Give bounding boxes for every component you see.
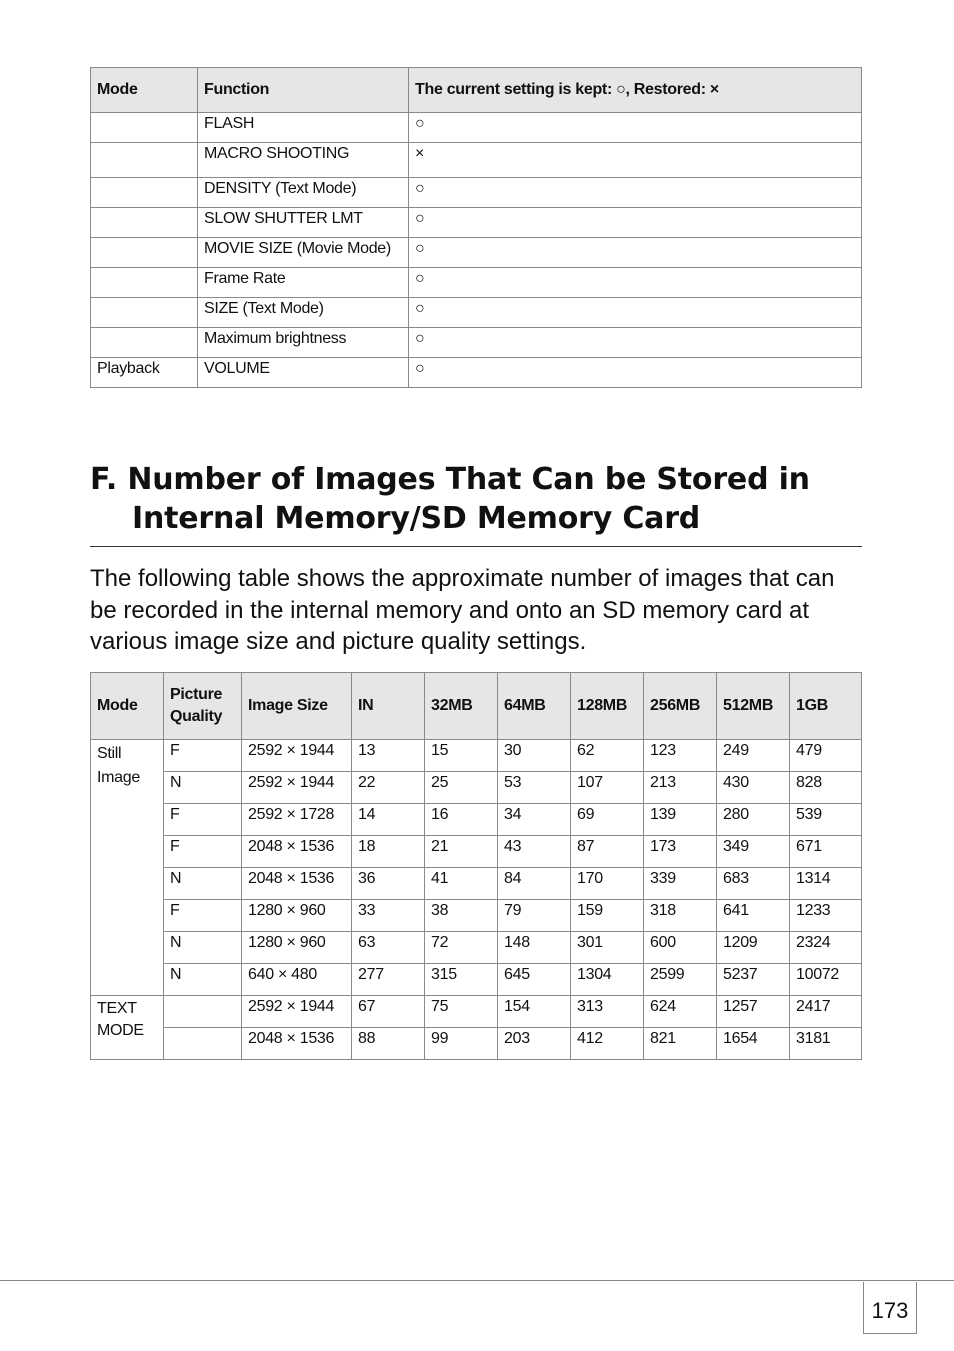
capacity-cell: 2324 [790,932,862,964]
capacity-cell: 683 [717,868,790,900]
capacity-cell: 75 [425,996,498,1028]
capacity-header-cell: Image Size [242,673,352,740]
capacity-cell: F [164,836,242,868]
capacity-cell: N [164,964,242,996]
settings-mode-cell [91,238,198,268]
capacity-cell: 1233 [790,900,862,932]
capacity-cell: 641 [717,900,790,932]
settings-row [91,178,862,208]
capacity-row [91,964,862,996]
capacity-row [91,932,862,964]
capacity-header-cell: IN [352,673,425,740]
capacity-cell: F [164,740,242,772]
capacity-cell: 18 [352,836,425,868]
capacity-cell: 3181 [790,1028,862,1060]
settings-row [91,268,862,298]
settings-function-cell: MACRO SHOOTING [198,143,409,178]
capacity-cell [164,996,242,1028]
capacity-cell: 15 [425,740,498,772]
settings-function-cell: VOLUME [198,358,409,388]
capacity-row [91,1028,862,1060]
capacity-cell: 2592 × 1944 [242,740,352,772]
settings-mode-cell: Playback [91,358,198,388]
capacity-cell: 123 [644,740,717,772]
capacity-cell: 249 [717,740,790,772]
capacity-header-cell: 1GB [790,673,862,740]
capacity-row [91,996,862,1028]
capacity-cell: 16 [425,804,498,836]
capacity-header-cell: Mode [91,673,164,740]
capacity-cell: 828 [790,772,862,804]
capacity-cell: 1280 × 960 [242,932,352,964]
settings-mode-cell [91,178,198,208]
capacity-cell: 280 [717,804,790,836]
footer-rule [0,1280,954,1281]
settings-function-cell: FLASH [198,113,409,143]
capacity-cell: 2048 × 1536 [242,868,352,900]
capacity-cell: 2048 × 1536 [242,1028,352,1060]
capacity-cell: 67 [352,996,425,1028]
settings-mode-cell [91,328,198,358]
settings-function-cell: Frame Rate [198,268,409,298]
section-heading [90,460,862,547]
capacity-cell: 1257 [717,996,790,1028]
capacity-cell: 79 [498,900,571,932]
capacity-cell: 154 [498,996,571,1028]
capacity-cell: 25 [425,772,498,804]
page-number: 173 [863,1282,917,1334]
section-heading-line1: F. Number of Images That Can be Stored in [90,462,810,497]
capacity-cell: 34 [498,804,571,836]
capacity-cell: 412 [571,1028,644,1060]
capacity-cell: 170 [571,868,644,900]
capacity-cell: 339 [644,868,717,900]
capacity-cell: 5237 [717,964,790,996]
capacity-cell: 1314 [790,868,862,900]
capacity-cell: 821 [644,1028,717,1060]
capacity-cell: 1654 [717,1028,790,1060]
capacity-cell: 1209 [717,932,790,964]
capacity-header-cell: 128MB [571,673,644,740]
capacity-cell: 159 [571,900,644,932]
capacity-cell: 107 [571,772,644,804]
capacity-row [91,804,862,836]
capacity-cell: 62 [571,740,644,772]
settings-function-cell: DENSITY (Text Mode) [198,178,409,208]
header-mode: Mode [91,68,198,113]
capacity-cell: 313 [571,996,644,1028]
capacity-cell: N [164,868,242,900]
capacity-cell: 21 [425,836,498,868]
capacity-cell: N [164,772,242,804]
capacity-row [91,772,862,804]
capacity-cell: 22 [352,772,425,804]
capacity-cell [164,1028,242,1060]
restored-mark: × [409,143,862,178]
capacity-header-row [91,673,862,740]
capacity-cell: 1304 [571,964,644,996]
capacity-cell: 148 [498,932,571,964]
settings-function-cell: MOVIE SIZE (Movie Mode) [198,238,409,268]
capacity-cell: 10072 [790,964,862,996]
settings-function-cell: SIZE (Text Mode) [198,298,409,328]
capacity-cell: 600 [644,932,717,964]
capacity-cell: 38 [425,900,498,932]
capacity-cell: 30 [498,740,571,772]
settings-mode-cell [91,143,198,178]
capacity-cell: 13 [352,740,425,772]
kept-mark: ○ [409,328,862,358]
capacity-cell: 539 [790,804,862,836]
header-kept-restored: The current setting is kept: ○, Restored: × [409,68,862,113]
capacity-cell: 2592 × 1944 [242,996,352,1028]
kept-mark: ○ [409,238,862,268]
kept-mark: ○ [409,178,862,208]
capacity-row [91,900,862,932]
capacity-cell: 301 [571,932,644,964]
settings-table [90,67,862,388]
capacity-cell: 2417 [790,996,862,1028]
settings-row [91,143,862,178]
capacity-cell: 84 [498,868,571,900]
capacity-header-cell: 256MB [644,673,717,740]
capacity-cell: 318 [644,900,717,932]
kept-mark: ○ [409,268,862,298]
settings-header-row [91,68,862,113]
capacity-row [91,836,862,868]
mode-still-image: Still Image [91,740,164,996]
settings-function-cell: SLOW SHUTTER LMT [198,208,409,238]
capacity-cell: 671 [790,836,862,868]
capacity-cell: 53 [498,772,571,804]
capacity-cell: 99 [425,1028,498,1060]
settings-mode-cell [91,268,198,298]
settings-mode-cell [91,298,198,328]
capacity-cell: 2592 × 1944 [242,772,352,804]
capacity-cell: 139 [644,804,717,836]
capacity-cell: 349 [717,836,790,868]
capacity-header-cell: 512MB [717,673,790,740]
capacity-cell: F [164,804,242,836]
capacity-row [91,868,862,900]
capacity-header-cell: Picture Quality [164,673,242,740]
capacity-cell: 624 [644,996,717,1028]
section-heading-line2: Internal Memory/SD Memory Card [132,501,701,536]
settings-row [91,358,862,388]
capacity-cell: 173 [644,836,717,868]
capacity-cell: 69 [571,804,644,836]
capacity-row [91,740,862,772]
header-function: Function [198,68,409,113]
capacity-cell: 430 [717,772,790,804]
capacity-cell: 203 [498,1028,571,1060]
capacity-cell: 87 [571,836,644,868]
capacity-cell: 213 [644,772,717,804]
capacity-cell: 33 [352,900,425,932]
kept-mark: ○ [409,113,862,143]
kept-mark: ○ [409,358,862,388]
capacity-cell: 2599 [644,964,717,996]
capacity-cell: 479 [790,740,862,772]
intro-paragraph: The following table shows the approximate number of images that can be recorded in the internal memory and onto an SD memory card at various image size and picture quality settings. [90,565,835,655]
mode-text: TEXT MODE [91,996,164,1060]
capacity-cell: 640 × 480 [242,964,352,996]
settings-row [91,298,862,328]
capacity-cell: 1280 × 960 [242,900,352,932]
settings-function-cell: Maximum brightness [198,328,409,358]
capacity-header-cell: 64MB [498,673,571,740]
capacity-cell: 645 [498,964,571,996]
capacity-cell: F [164,900,242,932]
settings-row [91,238,862,268]
capacity-cell: 36 [352,868,425,900]
capacity-cell: 2592 × 1728 [242,804,352,836]
capacity-cell: 2048 × 1536 [242,836,352,868]
capacity-cell: 277 [352,964,425,996]
capacity-cell: N [164,932,242,964]
capacity-cell: 63 [352,932,425,964]
capacity-cell: 41 [425,868,498,900]
capacity-header-cell: 32MB [425,673,498,740]
settings-mode-cell [91,113,198,143]
kept-mark: ○ [409,298,862,328]
settings-row [91,328,862,358]
settings-mode-cell [91,208,198,238]
settings-row [91,113,862,143]
capacity-cell: 88 [352,1028,425,1060]
capacity-cell: 43 [498,836,571,868]
settings-row [91,208,862,238]
kept-mark: ○ [409,208,862,238]
capacity-cell: 14 [352,804,425,836]
capacity-cell: 315 [425,964,498,996]
capacity-table [90,672,862,1060]
capacity-cell: 72 [425,932,498,964]
